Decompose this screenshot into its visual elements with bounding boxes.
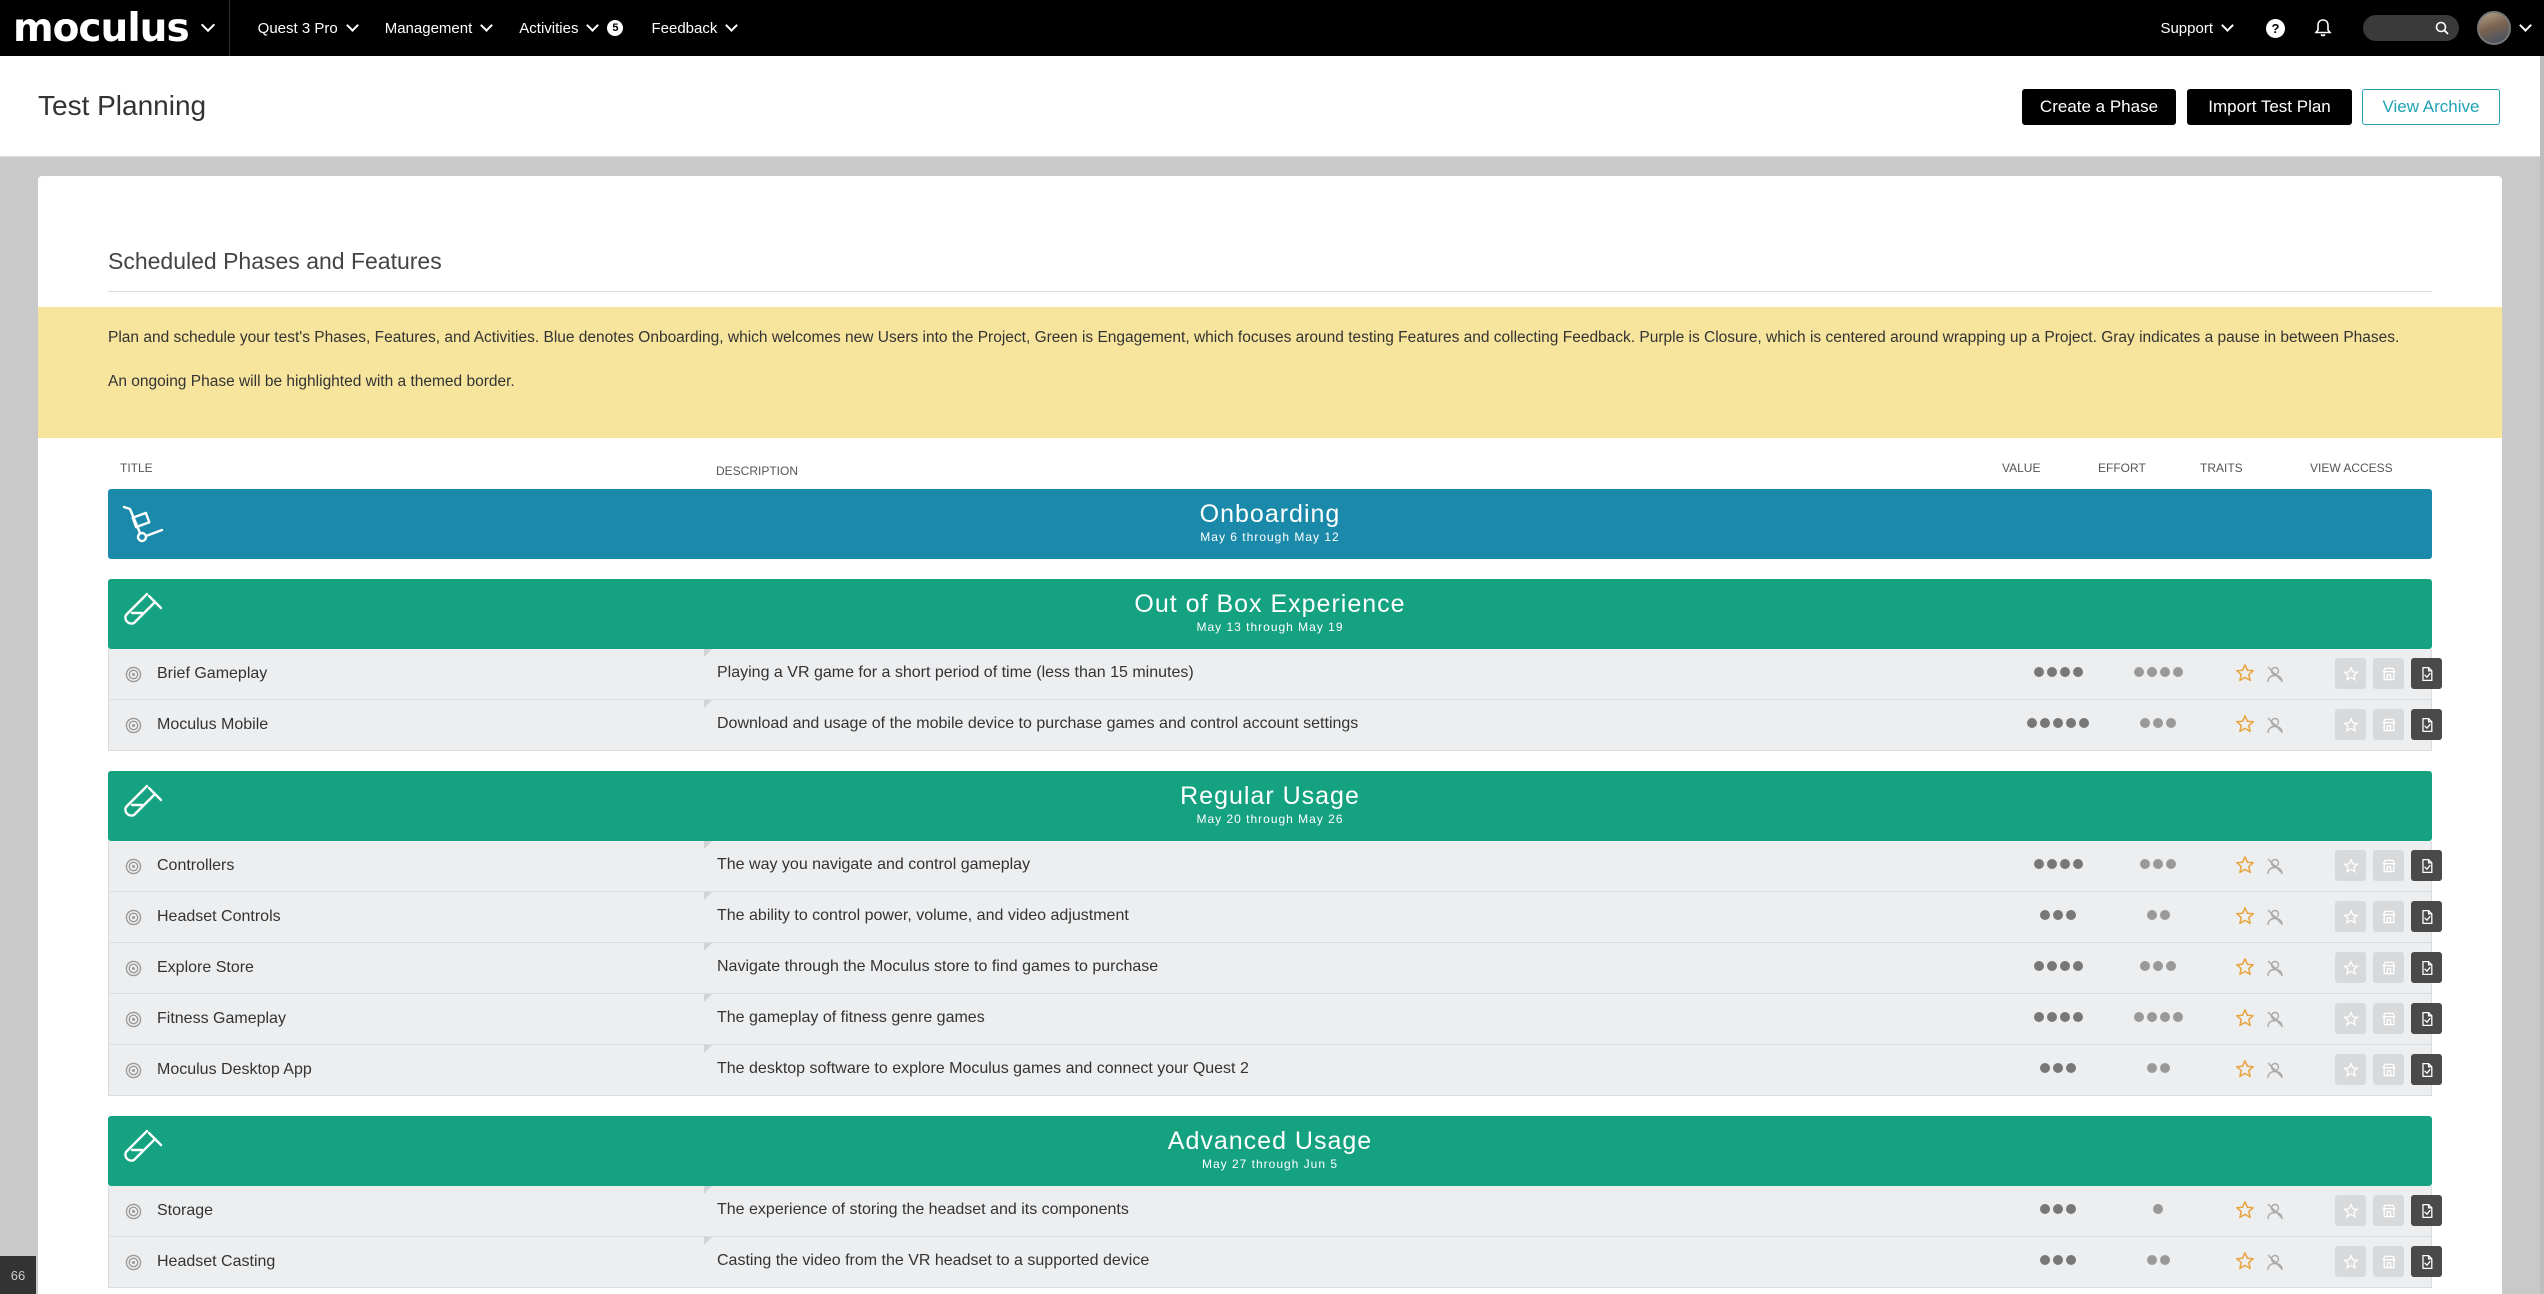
effort-dot <box>2140 961 2150 971</box>
star-icon[interactable] <box>2235 1008 2255 1028</box>
value-dot <box>2047 1012 2057 1022</box>
person-off-icon[interactable] <box>2265 907 2285 927</box>
view-access-document-button[interactable] <box>2411 1246 2442 1277</box>
effort-dot <box>2160 667 2170 677</box>
star-icon[interactable] <box>2235 855 2255 875</box>
corner-badge: 66 <box>0 1256 36 1294</box>
view-access-store-button[interactable] <box>2373 850 2404 881</box>
test-tube-icon <box>120 783 166 829</box>
phase-name: Regular Usage <box>1180 782 1360 810</box>
create-phase-button[interactable]: Create a Phase <box>2022 89 2176 125</box>
chevron-down-icon <box>346 19 359 32</box>
document-icon <box>2419 858 2435 874</box>
star-icon[interactable] <box>2235 663 2255 683</box>
star-outline-icon <box>2343 1062 2359 1078</box>
nav-item-label: Quest 3 Pro <box>257 19 338 37</box>
nav-item-activities[interactable] <box>519 20 623 37</box>
value-dot <box>2060 961 2070 971</box>
value-dot <box>2060 1012 2070 1022</box>
chevron-down-icon[interactable] <box>2519 19 2532 32</box>
value-rating <box>2027 718 2089 728</box>
feature-title[interactable]: Moculus Mobile <box>157 716 269 733</box>
value-dot <box>2066 910 2076 920</box>
effort-dot <box>2147 667 2157 677</box>
effort-rating <box>2140 718 2176 728</box>
feature-description: The gameplay of fitness genre games <box>717 1009 985 1026</box>
nav-item-management[interactable] <box>385 20 492 37</box>
value-rating <box>2040 910 2076 920</box>
document-icon <box>2419 666 2435 682</box>
value-dot <box>2066 718 2076 728</box>
value-dot <box>2047 859 2057 869</box>
document-icon <box>2419 960 2435 976</box>
view-access-favorites-button[interactable] <box>2335 1003 2366 1034</box>
chevron-down-icon <box>201 18 215 32</box>
feature-row[interactable] <box>108 1237 2432 1288</box>
effort-dot <box>2173 1012 2183 1022</box>
document-icon <box>2419 909 2435 925</box>
person-off-icon[interactable] <box>2265 715 2285 735</box>
value-rating <box>2034 667 2083 677</box>
target-icon <box>125 1062 142 1079</box>
feature-description: Navigate through the Moculus store to find games to purchase <box>717 958 1159 975</box>
feature-description: Casting the video from the VR headset to a supported device <box>717 1252 1150 1269</box>
nav-right <box>2138 0 2544 56</box>
value-dot <box>2053 1063 2063 1073</box>
target-icon <box>125 666 142 683</box>
feature-row[interactable] <box>108 841 2432 892</box>
nav-item-label: Feedback <box>651 19 718 37</box>
column-header-title: TITLE <box>120 461 153 475</box>
phase-name: Onboarding <box>1199 500 1341 528</box>
view-access-store-button[interactable] <box>2373 658 2404 689</box>
section-title: Scheduled Phases and Features <box>108 248 442 274</box>
value-rating <box>2040 1255 2076 1265</box>
info-banner <box>38 307 2502 438</box>
effort-dot <box>2147 1012 2157 1022</box>
effort-dot <box>2160 910 2170 920</box>
target-icon <box>125 909 142 926</box>
value-dot <box>2066 1204 2076 1214</box>
column-header-value: VALUE <box>2002 461 2041 475</box>
effort-dot <box>2134 1012 2144 1022</box>
view-access-favorites-button[interactable] <box>2335 850 2366 881</box>
chevron-down-icon <box>2221 19 2234 32</box>
value-rating <box>2034 1012 2083 1022</box>
view-access-store-button[interactable] <box>2373 1054 2404 1085</box>
activities-count-badge: 5 <box>607 20 623 36</box>
target-icon <box>125 960 142 977</box>
effort-rating <box>2147 910 2170 920</box>
store-icon <box>2381 858 2397 874</box>
effort-dot <box>2153 718 2163 728</box>
document-icon <box>2419 717 2435 733</box>
value-dot <box>2034 859 2044 869</box>
view-access-store-button[interactable] <box>2373 1195 2404 1226</box>
feature-row[interactable] <box>108 1186 2432 1237</box>
feature-description: The experience of storing the headset and its components <box>717 1201 1129 1218</box>
feature-description: Download and usage of the mobile device to purchase games and control account settings <box>717 715 1359 732</box>
phase-name: Advanced Usage <box>1167 1127 1373 1155</box>
column-header-description: DESCRIPTION <box>716 464 799 478</box>
document-icon <box>2419 1254 2435 1270</box>
effort-dot <box>2147 1255 2157 1265</box>
phase-header[interactable] <box>108 1116 2432 1186</box>
feature-description: The desktop software to explore Moculus games and connect your Quest 2 <box>717 1060 1249 1077</box>
value-dot <box>2040 910 2050 920</box>
description-notch <box>704 892 712 900</box>
value-dot <box>2073 961 2083 971</box>
phase-dates: May 6 through May 12 <box>1200 530 1340 544</box>
description-notch <box>704 700 712 708</box>
phase-header[interactable] <box>108 771 2432 841</box>
view-access-favorites-button[interactable] <box>2335 1246 2366 1277</box>
value-dot <box>2040 1255 2050 1265</box>
effort-dot <box>2140 718 2150 728</box>
value-dot <box>2047 667 2057 677</box>
value-dot <box>2053 1204 2063 1214</box>
test-tube-icon <box>120 591 166 637</box>
view-access-store-button[interactable] <box>2373 1246 2404 1277</box>
column-header-traits: TRAITS <box>2200 461 2243 475</box>
value-dot <box>2073 859 2083 869</box>
page-title: Test Planning <box>38 90 207 121</box>
value-rating <box>2040 1204 2076 1214</box>
value-dot <box>2053 1255 2063 1265</box>
effort-dot <box>2134 667 2144 677</box>
view-access-favorites-button[interactable] <box>2335 1054 2366 1085</box>
info-text: An ongoing Phase will be highlighted with a themed border. <box>108 373 515 390</box>
value-dot <box>2047 961 2057 971</box>
phase-dates: May 13 through May 19 <box>1196 620 1344 634</box>
effort-dot <box>2160 1063 2170 1073</box>
effort-dot <box>2153 1204 2163 1214</box>
view-access-favorites-button[interactable] <box>2335 901 2366 932</box>
store-icon <box>2381 1011 2397 1027</box>
view-access-document-button[interactable] <box>2411 952 2442 983</box>
view-access-document-button[interactable] <box>2411 850 2442 881</box>
view-access-store-button[interactable] <box>2373 952 2404 983</box>
effort-dot <box>2140 859 2150 869</box>
store-icon <box>2381 717 2397 733</box>
search-input[interactable] <box>2363 15 2459 41</box>
nav-item-feedback[interactable] <box>651 20 736 37</box>
import-test-plan-button[interactable]: Import Test Plan <box>2187 89 2352 125</box>
store-icon <box>2381 960 2397 976</box>
effort-rating <box>2134 1012 2183 1022</box>
target-icon <box>125 1254 142 1271</box>
document-icon <box>2419 1062 2435 1078</box>
chevron-down-icon <box>587 19 600 32</box>
info-text: Plan and schedule your test's Phases, Features, and Activities. Blue denotes Onboarding, which welcomes new Users into the Project, Green is Engagement, which focuses around testing Features and collecting Feedback. Purple is Closure, which is centered around wrapping up a Project. Gray indicates a pause in between Phases. <box>108 329 2400 346</box>
star-icon[interactable] <box>2235 957 2255 977</box>
effort-rating <box>2140 859 2176 869</box>
effort-dot <box>2147 910 2157 920</box>
nav-item-label: Activities <box>519 19 579 37</box>
feature-description: Playing a VR game for a short period of time (less than 15 minutes) <box>717 664 1194 681</box>
effort-dot <box>2166 718 2176 728</box>
target-icon <box>125 1203 142 1220</box>
star-outline-icon <box>2343 960 2359 976</box>
person-off-icon[interactable] <box>2265 1009 2285 1029</box>
value-dot <box>2040 1063 2050 1073</box>
document-icon <box>2419 1011 2435 1027</box>
value-dot <box>2040 1204 2050 1214</box>
column-header-effort: EFFORT <box>2098 461 2146 475</box>
feature-description: The ability to control power, volume, and video adjustment <box>717 907 1129 924</box>
chevron-down-icon <box>480 19 493 32</box>
feature-row[interactable] <box>108 994 2432 1045</box>
effort-dot <box>2160 1012 2170 1022</box>
value-dot <box>2034 961 2044 971</box>
effort-dot <box>2173 667 2183 677</box>
value-rating <box>2040 1063 2076 1073</box>
view-access-document-button[interactable] <box>2411 1003 2442 1034</box>
feature-row[interactable] <box>108 1045 2432 1096</box>
view-access-document-button[interactable] <box>2411 709 2442 740</box>
value-dot <box>2079 718 2089 728</box>
nav-item-product[interactable] <box>258 20 357 37</box>
star-outline-icon <box>2343 1254 2359 1270</box>
view-access-favorites-button[interactable] <box>2335 1195 2366 1226</box>
store-icon <box>2381 1203 2397 1219</box>
phase-name: Out of Box Experience <box>1134 590 1406 618</box>
person-off-icon[interactable] <box>2265 1252 2285 1272</box>
bell-icon[interactable] <box>2313 18 2333 38</box>
value-dot <box>2073 667 2083 677</box>
star-outline-icon <box>2343 1011 2359 1027</box>
star-outline-icon <box>2343 909 2359 925</box>
description-notch <box>704 994 712 1002</box>
effort-dot <box>2166 859 2176 869</box>
view-access-store-button[interactable] <box>2373 901 2404 932</box>
top-nav <box>0 0 2544 56</box>
description-notch <box>704 1045 712 1053</box>
view-access-favorites-button[interactable] <box>2335 952 2366 983</box>
feature-title[interactable]: Headset Casting <box>157 1253 276 1270</box>
value-dot <box>2053 910 2063 920</box>
nav-item-label: Management <box>384 19 473 37</box>
scheduled-phases-card <box>38 176 2502 1294</box>
feature-title[interactable]: Brief Gameplay <box>157 665 268 682</box>
feature-title[interactable]: Moculus Desktop App <box>157 1061 312 1078</box>
star-outline-icon <box>2343 666 2359 682</box>
view-access-document-button[interactable] <box>2411 1054 2442 1085</box>
effort-rating <box>2140 961 2176 971</box>
phase-dates: May 27 through Jun 5 <box>1201 1157 1339 1171</box>
feature-row[interactable] <box>108 943 2432 994</box>
value-rating <box>2034 961 2083 971</box>
nav-divider <box>229 0 230 56</box>
document-icon <box>2419 1203 2435 1219</box>
person-off-icon[interactable] <box>2265 958 2285 978</box>
phase-header[interactable] <box>108 579 2432 649</box>
description-notch <box>704 841 712 849</box>
person-off-icon[interactable] <box>2265 1060 2285 1080</box>
feature-title[interactable]: Fitness Gameplay <box>157 1010 286 1027</box>
help-icon[interactable]: ? <box>2266 19 2285 38</box>
hand-truck-icon <box>120 501 166 547</box>
divider <box>108 291 2432 292</box>
star-icon[interactable] <box>2235 714 2255 734</box>
view-access-favorites-button[interactable] <box>2335 658 2366 689</box>
star-outline-icon <box>2343 858 2359 874</box>
effort-rating <box>2147 1063 2170 1073</box>
value-dot <box>2066 1063 2076 1073</box>
feature-description: The way you navigate and control gameplay <box>717 856 1031 873</box>
store-icon <box>2381 909 2397 925</box>
store-icon <box>2381 1062 2397 1078</box>
store-icon <box>2381 666 2397 682</box>
effort-dot <box>2147 1063 2157 1073</box>
star-icon[interactable] <box>2235 1200 2255 1220</box>
phase-dates: May 20 through May 26 <box>1196 812 1344 826</box>
chevron-down-icon <box>725 19 738 32</box>
person-off-icon[interactable] <box>2265 664 2285 684</box>
effort-dot <box>2166 961 2176 971</box>
value-dot <box>2027 718 2037 728</box>
feature-title[interactable]: Controllers <box>157 857 235 874</box>
description-notch <box>704 943 712 951</box>
person-off-icon[interactable] <box>2265 856 2285 876</box>
feature-row[interactable] <box>108 700 2432 751</box>
value-dot <box>2034 667 2044 677</box>
star-icon[interactable] <box>2235 1251 2255 1271</box>
effort-dot <box>2153 961 2163 971</box>
view-access-store-button[interactable] <box>2373 1003 2404 1034</box>
person-off-icon[interactable] <box>2265 1201 2285 1221</box>
target-icon <box>125 717 142 734</box>
support-label: Support <box>2160 19 2213 37</box>
feature-title[interactable]: Explore Store <box>157 959 254 976</box>
brand-logo[interactable] <box>13 6 213 51</box>
effort-dot <box>2153 859 2163 869</box>
page-header <box>0 56 2544 157</box>
value-dot <box>2034 1012 2044 1022</box>
value-dot <box>2060 859 2070 869</box>
feature-row[interactable] <box>108 892 2432 943</box>
feature-row[interactable] <box>108 649 2432 700</box>
logo-text: moculus <box>13 5 189 51</box>
support-menu[interactable] <box>2160 20 2232 37</box>
effort-dot <box>2160 1255 2170 1265</box>
effort-rating <box>2147 1255 2170 1265</box>
feature-title[interactable]: Storage <box>157 1202 214 1219</box>
value-rating <box>2034 859 2083 869</box>
star-outline-icon <box>2343 1203 2359 1219</box>
value-dot <box>2060 667 2070 677</box>
test-tube-icon <box>120 1128 166 1174</box>
target-icon <box>125 858 142 875</box>
store-icon <box>2381 1254 2397 1270</box>
avatar[interactable] <box>2477 11 2511 45</box>
target-icon <box>125 1011 142 1028</box>
value-dot <box>2040 718 2050 728</box>
view-access-store-button[interactable] <box>2373 709 2404 740</box>
scrollbar[interactable] <box>2540 56 2544 1294</box>
star-icon[interactable] <box>2235 906 2255 926</box>
effort-rating <box>2134 667 2183 677</box>
value-dot <box>2073 1012 2083 1022</box>
effort-rating <box>2153 1204 2163 1214</box>
phase-header[interactable] <box>108 489 2432 559</box>
description-notch <box>704 1237 712 1245</box>
value-dot <box>2066 1255 2076 1265</box>
view-archive-button[interactable]: View Archive <box>2362 89 2500 125</box>
description-notch <box>704 649 712 657</box>
view-access-document-button[interactable] <box>2411 1195 2442 1226</box>
view-access-document-button[interactable] <box>2411 901 2442 932</box>
feature-title[interactable]: Headset Controls <box>157 908 281 925</box>
star-icon[interactable] <box>2235 1059 2255 1079</box>
star-outline-icon <box>2343 717 2359 733</box>
value-dot <box>2053 718 2063 728</box>
view-access-document-button[interactable] <box>2411 658 2442 689</box>
description-notch <box>704 1186 712 1194</box>
column-header-view-access: VIEW ACCESS <box>2310 461 2393 475</box>
search-icon <box>2435 21 2449 35</box>
view-access-favorites-button[interactable] <box>2335 709 2366 740</box>
